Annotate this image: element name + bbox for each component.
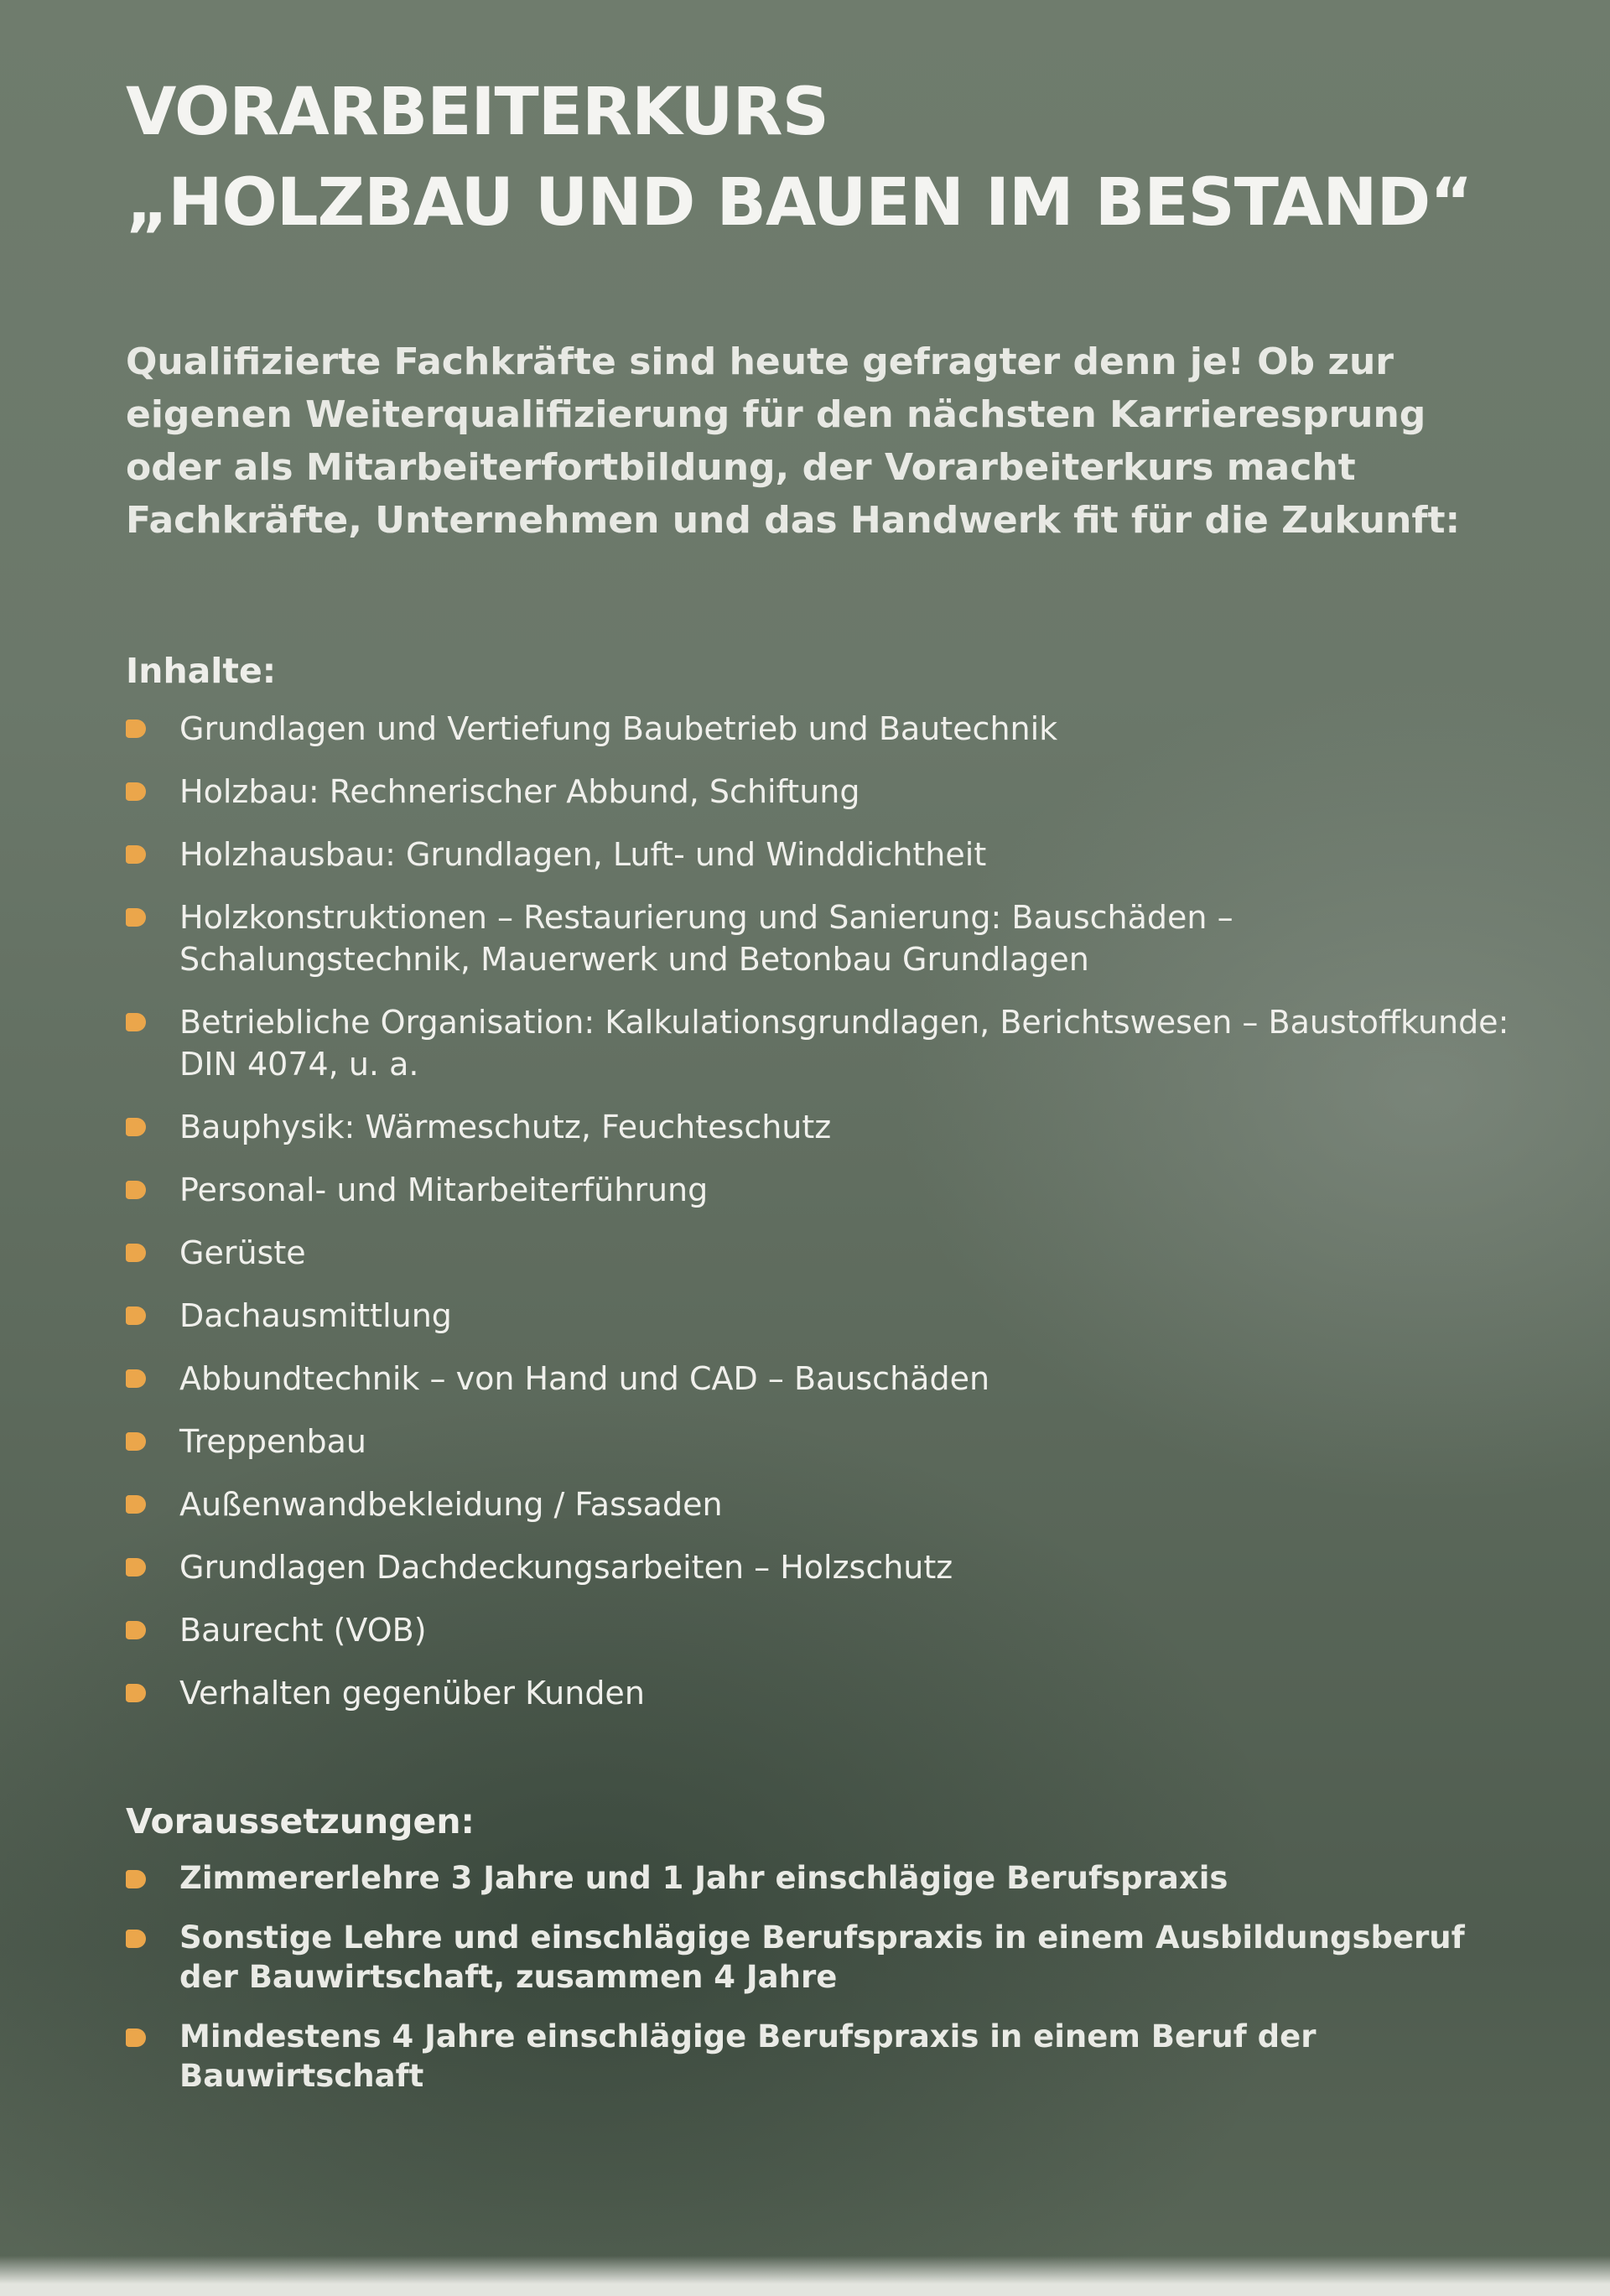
list-item	[126, 1001, 1509, 1085]
list-item	[126, 834, 1509, 875]
list-item-text: Personal- und Mitarbeiterführung	[179, 1171, 709, 1208]
list-item	[126, 771, 1509, 813]
list-item	[126, 1232, 1509, 1274]
list-item-text: Mindestens 4 Jahre einschlägige Berufspraxis in einem Beruf der Bauwirtschaft	[179, 2018, 1317, 2094]
list-item-text: Sonstige Lehre und einschlägige Berufspraxis in einem Ausbildungsberuf der Bauwirtschaft, zusammen 4 Jahre	[179, 1919, 1465, 1995]
bullet-icon	[126, 1432, 146, 1451]
list-item	[126, 1358, 1509, 1400]
title-line-1: VORARBEITERKURS	[126, 75, 828, 150]
list-item	[126, 1609, 1509, 1651]
list-item	[126, 1858, 1509, 1898]
voraussetzungen-list	[126, 1858, 1509, 2096]
list-item-text: Gerüste	[179, 1234, 306, 1271]
bullet-icon	[126, 2028, 146, 2047]
list-item-text: Holzkonstruktionen – Restaurierung und Sanierung: Bauschäden – Schalungstechnik, Mauerwerk und Betonbau Grundlagen	[179, 899, 1233, 978]
bullet-icon	[126, 1244, 146, 1262]
page-content	[126, 67, 1509, 2116]
title-line-2: „HOLZBAU UND BAUEN IM BESTAND“	[126, 165, 1472, 241]
bullet-icon	[126, 1870, 146, 1888]
list-item-text: Betriebliche Organisation: Kalkulationsgrundlagen, Berichtswesen – Baustoffkunde: DIN 4074, u. a.	[179, 1004, 1509, 1083]
inhalte-list	[126, 708, 1509, 1714]
list-item-text: Bauphysik: Wärmeschutz, Feuchteschutz	[179, 1109, 832, 1145]
bullet-icon	[126, 1369, 146, 1388]
list-item-text: Verhalten gegenüber Kunden	[179, 1675, 645, 1712]
list-item	[126, 1295, 1509, 1337]
intro-paragraph: Qualifizierte Fachkräfte sind heute gefragter denn je! Ob zur eigenen Weiterqualifizierung für den nächsten Karrieresprung oder als Mitarbeiterfortbildung, der Vorarbeiterkurs macht Fachkräfte, Unternehmen und das Handwerk fit für die Zukunft:	[126, 340, 1461, 542]
bullet-icon	[126, 1684, 146, 1702]
bullet-icon	[126, 1621, 146, 1639]
list-item	[126, 1106, 1509, 1148]
list-item	[126, 1918, 1509, 1997]
list-item-text: Grundlagen Dachdeckungsarbeiten – Holzschutz	[179, 1549, 953, 1586]
list-item	[126, 1546, 1509, 1588]
inhalte-heading: Inhalte:	[126, 651, 277, 691]
voraussetzungen-heading: Voraussetzungen:	[126, 1801, 475, 1841]
list-item-text: Außenwandbekleidung / Fassaden	[179, 1486, 723, 1523]
bullet-icon	[126, 782, 146, 801]
list-item	[126, 1483, 1509, 1525]
bullet-icon	[126, 1495, 146, 1514]
bullet-icon	[126, 1306, 146, 1325]
list-item	[126, 1672, 1509, 1714]
bullet-icon	[126, 1118, 146, 1136]
bullet-icon	[126, 1558, 146, 1577]
list-item	[126, 2017, 1509, 2096]
list-item-text: Zimmererlehre 3 Jahre und 1 Jahr einschlägige Berufspraxis	[179, 1860, 1228, 1896]
list-item-text: Holzbau: Rechnerischer Abbund, Schiftung	[179, 773, 860, 810]
bullet-icon	[126, 1013, 146, 1031]
bullet-icon	[126, 908, 146, 927]
list-item-text: Baurecht (VOB)	[179, 1612, 427, 1649]
list-item-text: Dachausmittlung	[179, 1297, 452, 1334]
list-item	[126, 1169, 1509, 1211]
list-item-text: Treppenbau	[179, 1423, 366, 1460]
list-item	[126, 708, 1509, 750]
bullet-icon	[126, 1930, 146, 1948]
page-title	[126, 67, 1509, 248]
list-item-text: Grundlagen und Vertiefung Baubetrieb und Bautechnik	[179, 710, 1058, 747]
list-item-text: Holzhausbau: Grundlagen, Luft- und Winddichtheit	[179, 836, 987, 873]
list-item-text: Abbundtechnik – von Hand und CAD – Bauschäden	[179, 1360, 990, 1397]
bullet-icon	[126, 845, 146, 864]
bullet-icon	[126, 719, 146, 738]
bullet-icon	[126, 1181, 146, 1199]
list-item	[126, 896, 1509, 980]
list-item	[126, 1421, 1509, 1462]
